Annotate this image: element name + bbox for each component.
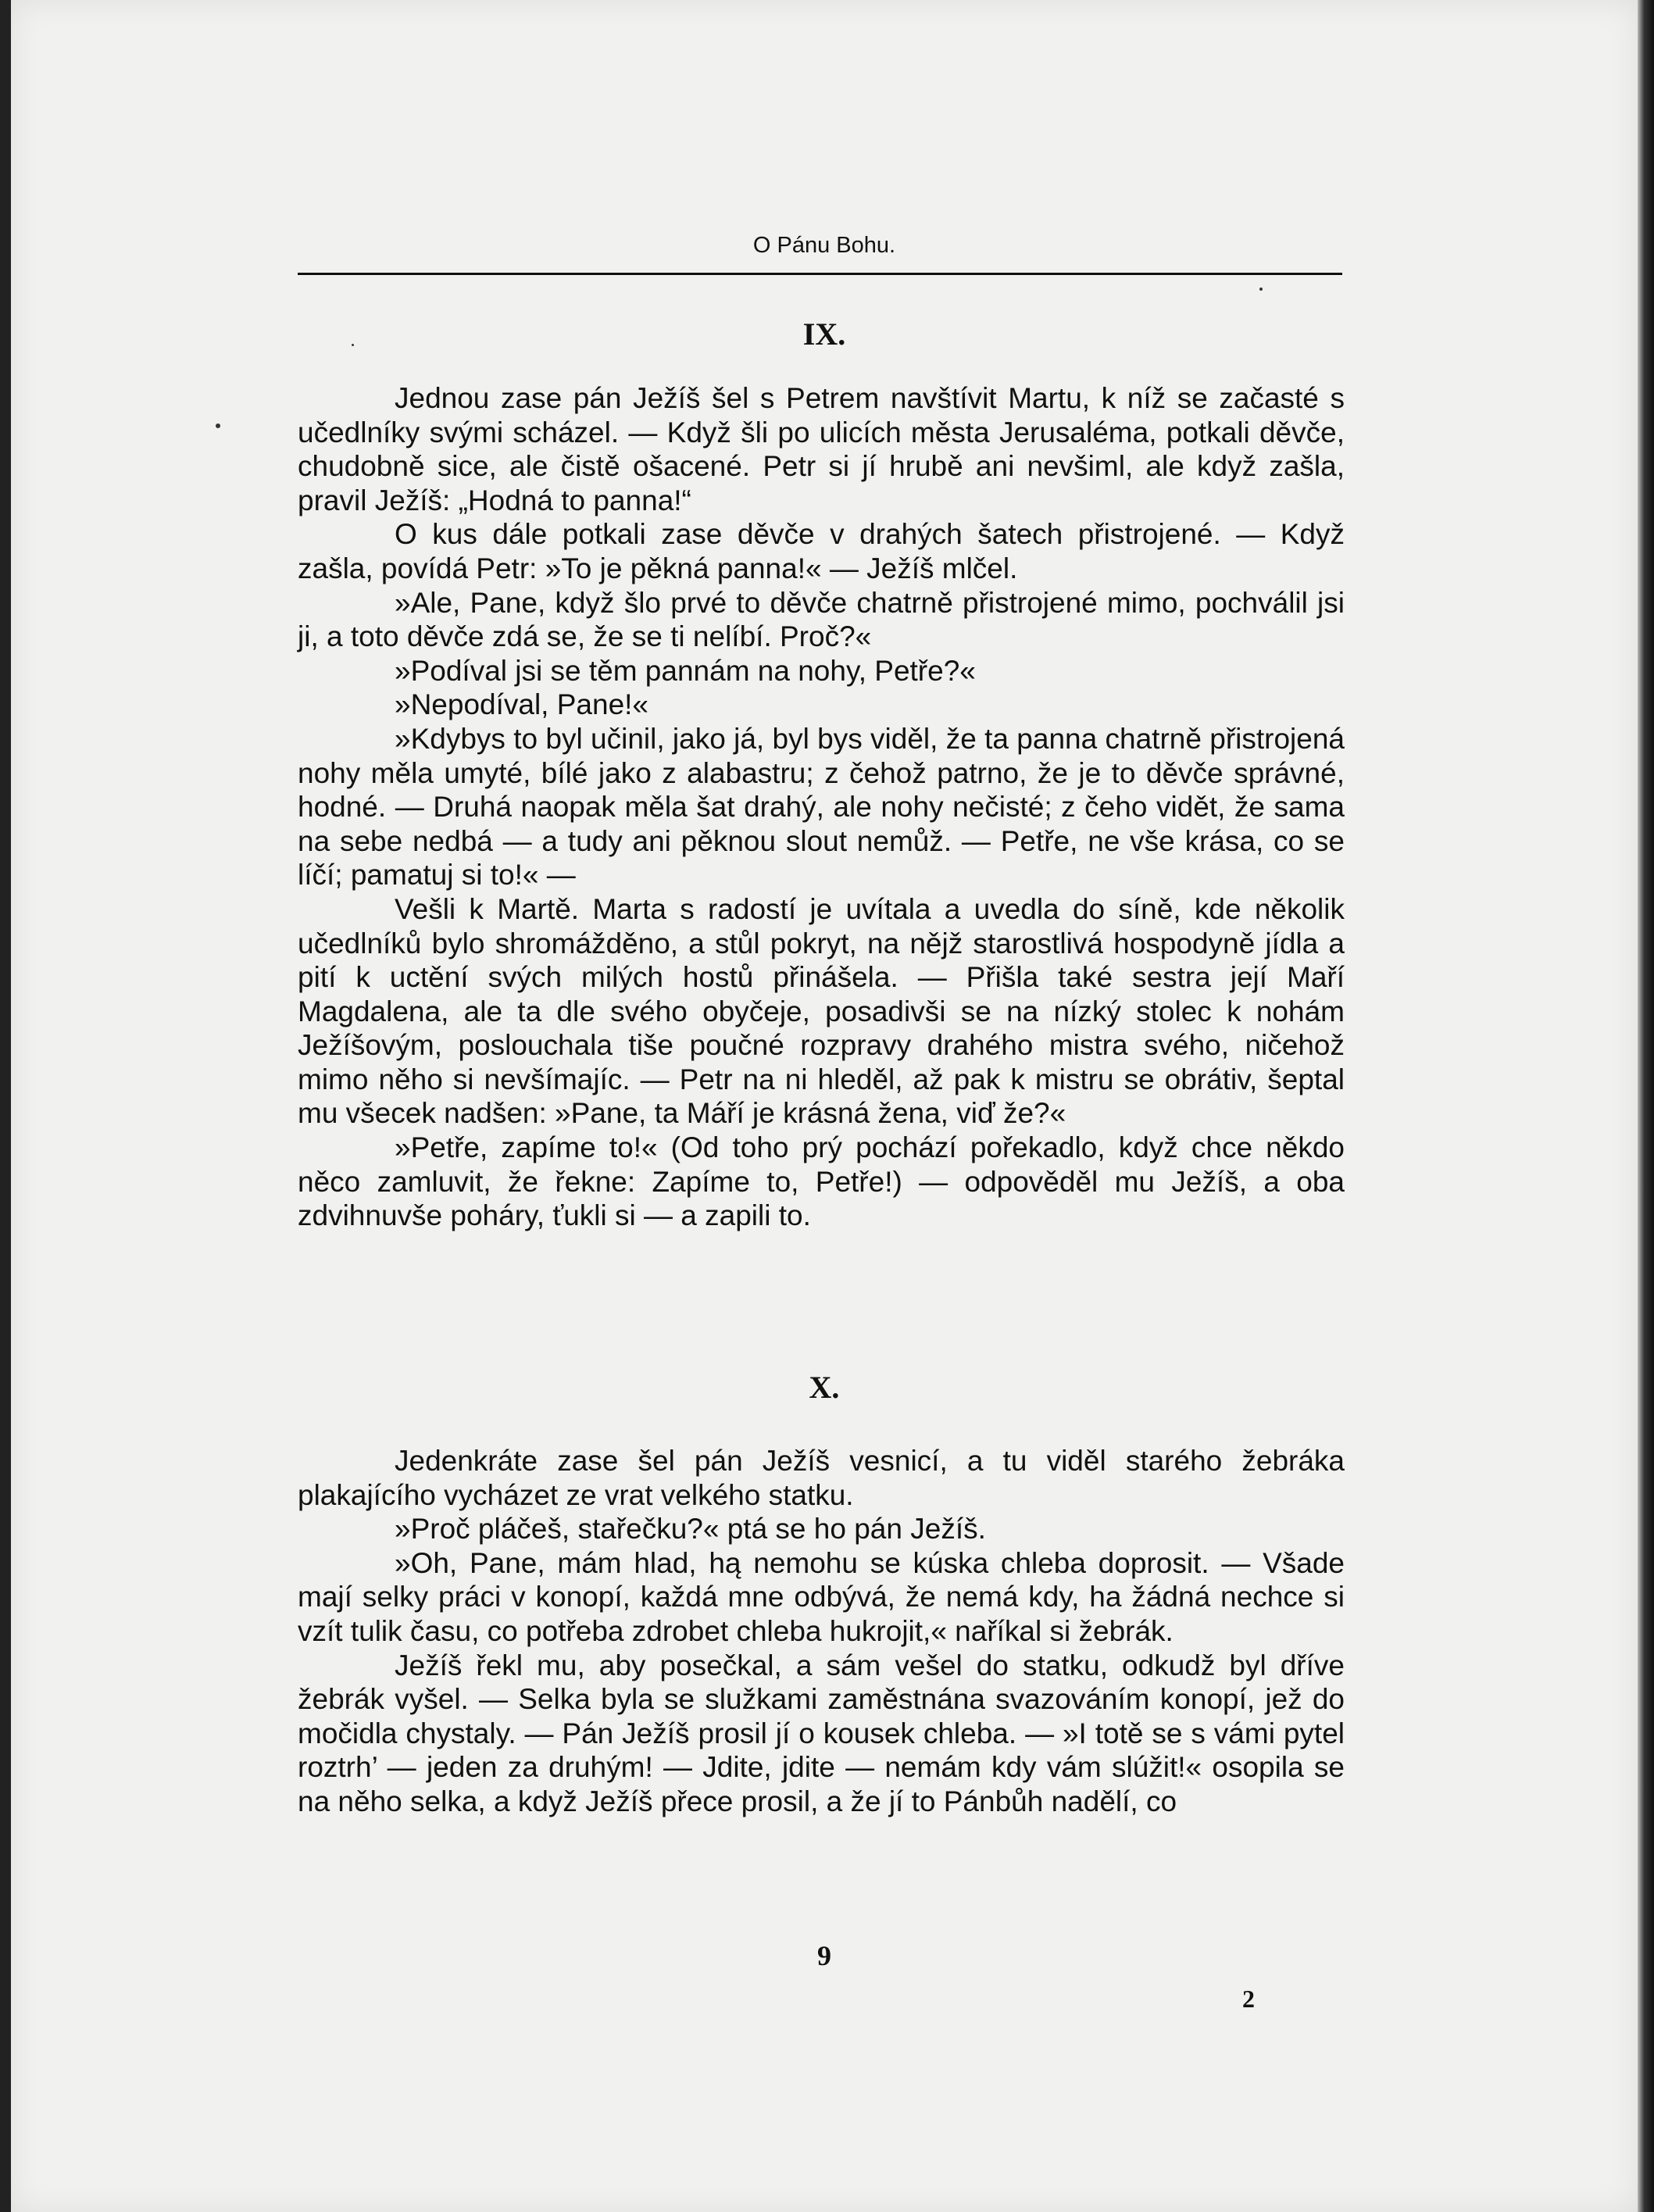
scan-speck: [1259, 288, 1263, 291]
paragraph: »Podíval jsi se těm pannám na nohy, Petře?«: [395, 654, 976, 687]
section-x-text: [298, 1444, 1345, 1819]
signature-mark: 2: [1242, 1985, 1255, 2013]
section-heading-x: X.: [809, 1370, 840, 1405]
section-heading-ix: IX.: [802, 316, 846, 352]
book-page: [11, 0, 1638, 2212]
scan-speck: [352, 344, 354, 346]
header-rule: [298, 273, 1342, 275]
paragraph: »Oh, Pane, mám hlad, hą nemohu se kúska chleba doprosit. — Všade mají selky práci v konopí, každá mne odbývá, že nemá kdy, ha žádná nechce si vzít tulik času, co potřeba zdrobet chleba hukrojit,« naříkal si žebrák.: [298, 1546, 1345, 1647]
paragraph: »Ale, Pane, když šlo prvé to děvče chatrně přistrojené mimo, pochválil jsi ji, a toto děvče zdá se, že se ti nelíbí. Proč?«: [298, 586, 1345, 653]
scan-border-right: [1638, 0, 1654, 2212]
paragraph: »Proč pláčeš, stařečku?« ptá se ho pán Ježíš.: [395, 1513, 986, 1546]
paragraph: Jedenkráte zase šel pán Ježíš vesnicí, a tu viděl starého žebráka plakajícího vycházet ze vrat velkého statku.: [298, 1445, 1345, 1511]
paragraph: Ježíš řekl mu, aby posečkal, a sám vešel do statku, odkudž byl dříve žebrák vyšel. — Selka byla se služkami zaměstnána svazováním konopí, jež do močidla chystaly. — Pán Ježíš prosil jí o kousek chleba. — »I totě se s vámi pytel roztrh’ — jeden za druhým! — Jdite, jdite — nemám kdy vám slúžit!« osopila se na něho selka, a když Ježíš přece prosil, a že jí to Pánbůh nadělí, co: [298, 1649, 1345, 1817]
paragraph: Vešli k Martě. Marta s radostí je uvítala a uvedla do síně, kde několik učedlníků bylo shromážděno, a stůl pokryt, na nějž starostlivá hospodyně jídla a pití k uctění svých milých hostů přinášela. — Přišla také sestra její Maří Magdalena, ale ta dle svého obyčeje, posadivši se na nízký stolec k nohám Ježíšovým, poslouchala tiše poučné rozpravy drahého mistra svého, ničehož mimo něho si nevšímajíc. — Petr na ni hleděl, až pak k mistru se obrátiv, šeptal mu všecek nadšen: »Pane, ta Máří je krásná žena, viď že?«: [298, 892, 1345, 1130]
page-number: 9: [817, 1940, 831, 1971]
running-head: O Pánu Bohu.: [752, 233, 896, 258]
scan-speck: [216, 423, 220, 428]
paragraph: Jednou zase pán Ježíš šel s Petrem navštívit Martu, k níž se začasté s učedlníky svými scházel. — Když šli po ulicích města Jerusaléma, potkali děvče, chudobně sice, ale čistě ošacené. Petr si jí hrubě ani nevšiml, ale když zašla, pravil Ježíš: „Hodná to panna!“: [298, 382, 1345, 516]
section-ix-text: [298, 381, 1345, 1233]
scan-border-left: [0, 0, 11, 2212]
paragraph: »Nepodíval, Pane!«: [395, 688, 649, 721]
paragraph: »Kdybys to byl učinil, jako já, byl bys viděl, že ta panna chatrně přistrojená nohy měla umyté, bílé jako z alabastru; z čehož patrno, že je to děvče správné, hodné. — Druhá naopak měla šat drahý, ale nohy nečisté; z čeho vidět, že sama na sebe nedbá — a tudy ani pěknou slout nemůž. — Petře, ne vše krása, co se líčí; pamatuj si to!« —: [298, 722, 1345, 892]
paragraph: »Petře, zapíme to!« (Od toho prý pochází pořekadlo, když chce někdo něco zamluvit, že řekne: Zapíme to, Petře!) — odpověděl mu Ježíš, a oba zdvihnuvše poháry, ťukli si — a zapili to.: [298, 1131, 1345, 1232]
paragraph: O kus dále potkali zase děvče v drahých šatech přistrojené. — Když zašla, povídá Petr: »To je pěkná panna!« — Ježíš mlčel.: [298, 518, 1345, 584]
